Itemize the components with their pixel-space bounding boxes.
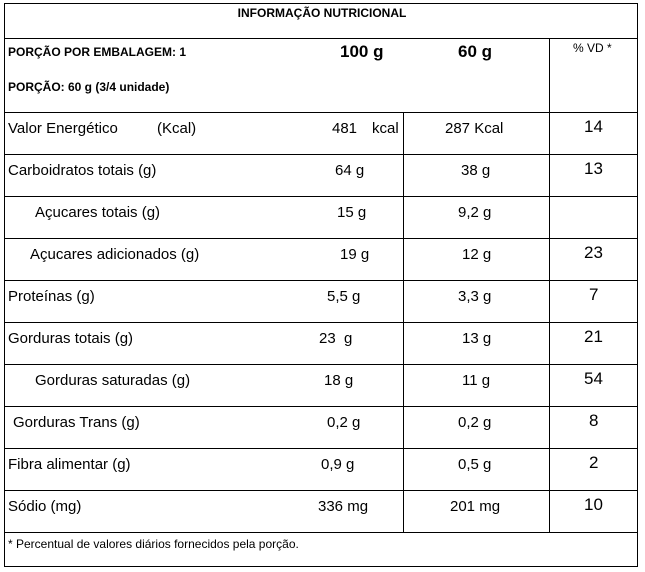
value-vd: 2: [589, 453, 599, 472]
value-vd: 14: [584, 117, 603, 136]
serving-size: PORÇÃO: 60 g (3/4 unidade): [8, 80, 170, 94]
value-60g: 13 g: [462, 330, 492, 347]
value-vd: 7: [589, 285, 599, 304]
footnote: * Percentual de valores diários fornecidos pela porção.: [8, 537, 299, 551]
value-100g: 64 g: [335, 162, 365, 179]
nutrient-name: Fibra alimentar (g): [8, 456, 131, 473]
rule-row-2: [5, 196, 637, 197]
table-title: INFORMAÇÃO NUTRICIONAL: [237, 6, 407, 20]
value-100g-unit: kcal: [372, 120, 399, 137]
rule-under-title: [5, 38, 637, 39]
col-header-vd: % VD *: [573, 41, 612, 55]
rule-row-4: [5, 280, 637, 281]
rule-row-5: [5, 322, 637, 323]
nutrient-name: Gorduras Trans (g): [13, 414, 140, 431]
value-60g: 0,5 g: [458, 456, 492, 473]
value-100g: 15 g: [337, 204, 367, 221]
nutrient-name: Sódio (mg): [8, 498, 82, 515]
value-vd: 54: [584, 369, 603, 388]
value-60g: 12 g: [462, 246, 492, 263]
value-vd: 23: [584, 243, 603, 262]
value-60g: 0,2 g: [458, 414, 492, 431]
value-vd: 10: [584, 495, 603, 514]
value-vd: 8: [589, 411, 599, 430]
rule-row-7: [5, 406, 637, 407]
value-100g: 18 g: [324, 372, 354, 389]
nutrient-unit: (Kcal): [157, 120, 197, 137]
col-header-60g: 60 g: [458, 42, 493, 61]
rule-row-1: [5, 154, 637, 155]
value-60g: 201 mg: [450, 498, 501, 515]
nutrient-name: Gorduras totais (g): [8, 330, 134, 347]
rule-row-6: [5, 364, 637, 365]
value-100g: 481: [332, 120, 358, 137]
value-60g: 11 g: [462, 372, 491, 389]
nutrition-facts-table: [4, 3, 638, 567]
rule-row-9: [5, 490, 637, 491]
col-header-100g: 100 g: [340, 42, 384, 61]
value-60g: 38 g: [461, 162, 491, 179]
value-100g: 0,2 g: [327, 414, 361, 431]
nutrient-name: Açucares totais (g): [35, 204, 161, 221]
nutrient-name: Gorduras saturadas (g): [35, 372, 191, 389]
nutrient-name: Carboidratos totais (g): [8, 162, 157, 179]
value-100g: 19 g: [340, 246, 370, 263]
nutrient-name: Proteínas (g): [8, 288, 95, 305]
divider-before-vd: [549, 38, 550, 532]
divider-before-60g: [403, 112, 404, 532]
rule-row-3: [5, 238, 637, 239]
value-vd: 13: [584, 159, 603, 178]
servings-per-package: PORÇÃO POR EMBALAGEM: 1: [8, 45, 187, 59]
value-100g: 5,5 g: [327, 288, 361, 305]
value-vd: 21: [584, 327, 603, 346]
value-60g: 9,2 g: [458, 204, 492, 221]
nutrient-name: Valor Energético: [8, 120, 118, 137]
value-100g: 336 mg: [318, 498, 369, 515]
value-60g: 3,3 g: [458, 288, 492, 305]
rule-under-header: [5, 112, 637, 113]
nutrient-name: Açucares adicionados (g): [30, 246, 200, 263]
value-100g: 0,9 g: [321, 456, 355, 473]
rule-above-footnote: [5, 532, 637, 533]
value-100g: 23 g: [319, 330, 353, 347]
rule-row-8: [5, 448, 637, 449]
value-60g: 287 Kcal: [445, 120, 504, 137]
